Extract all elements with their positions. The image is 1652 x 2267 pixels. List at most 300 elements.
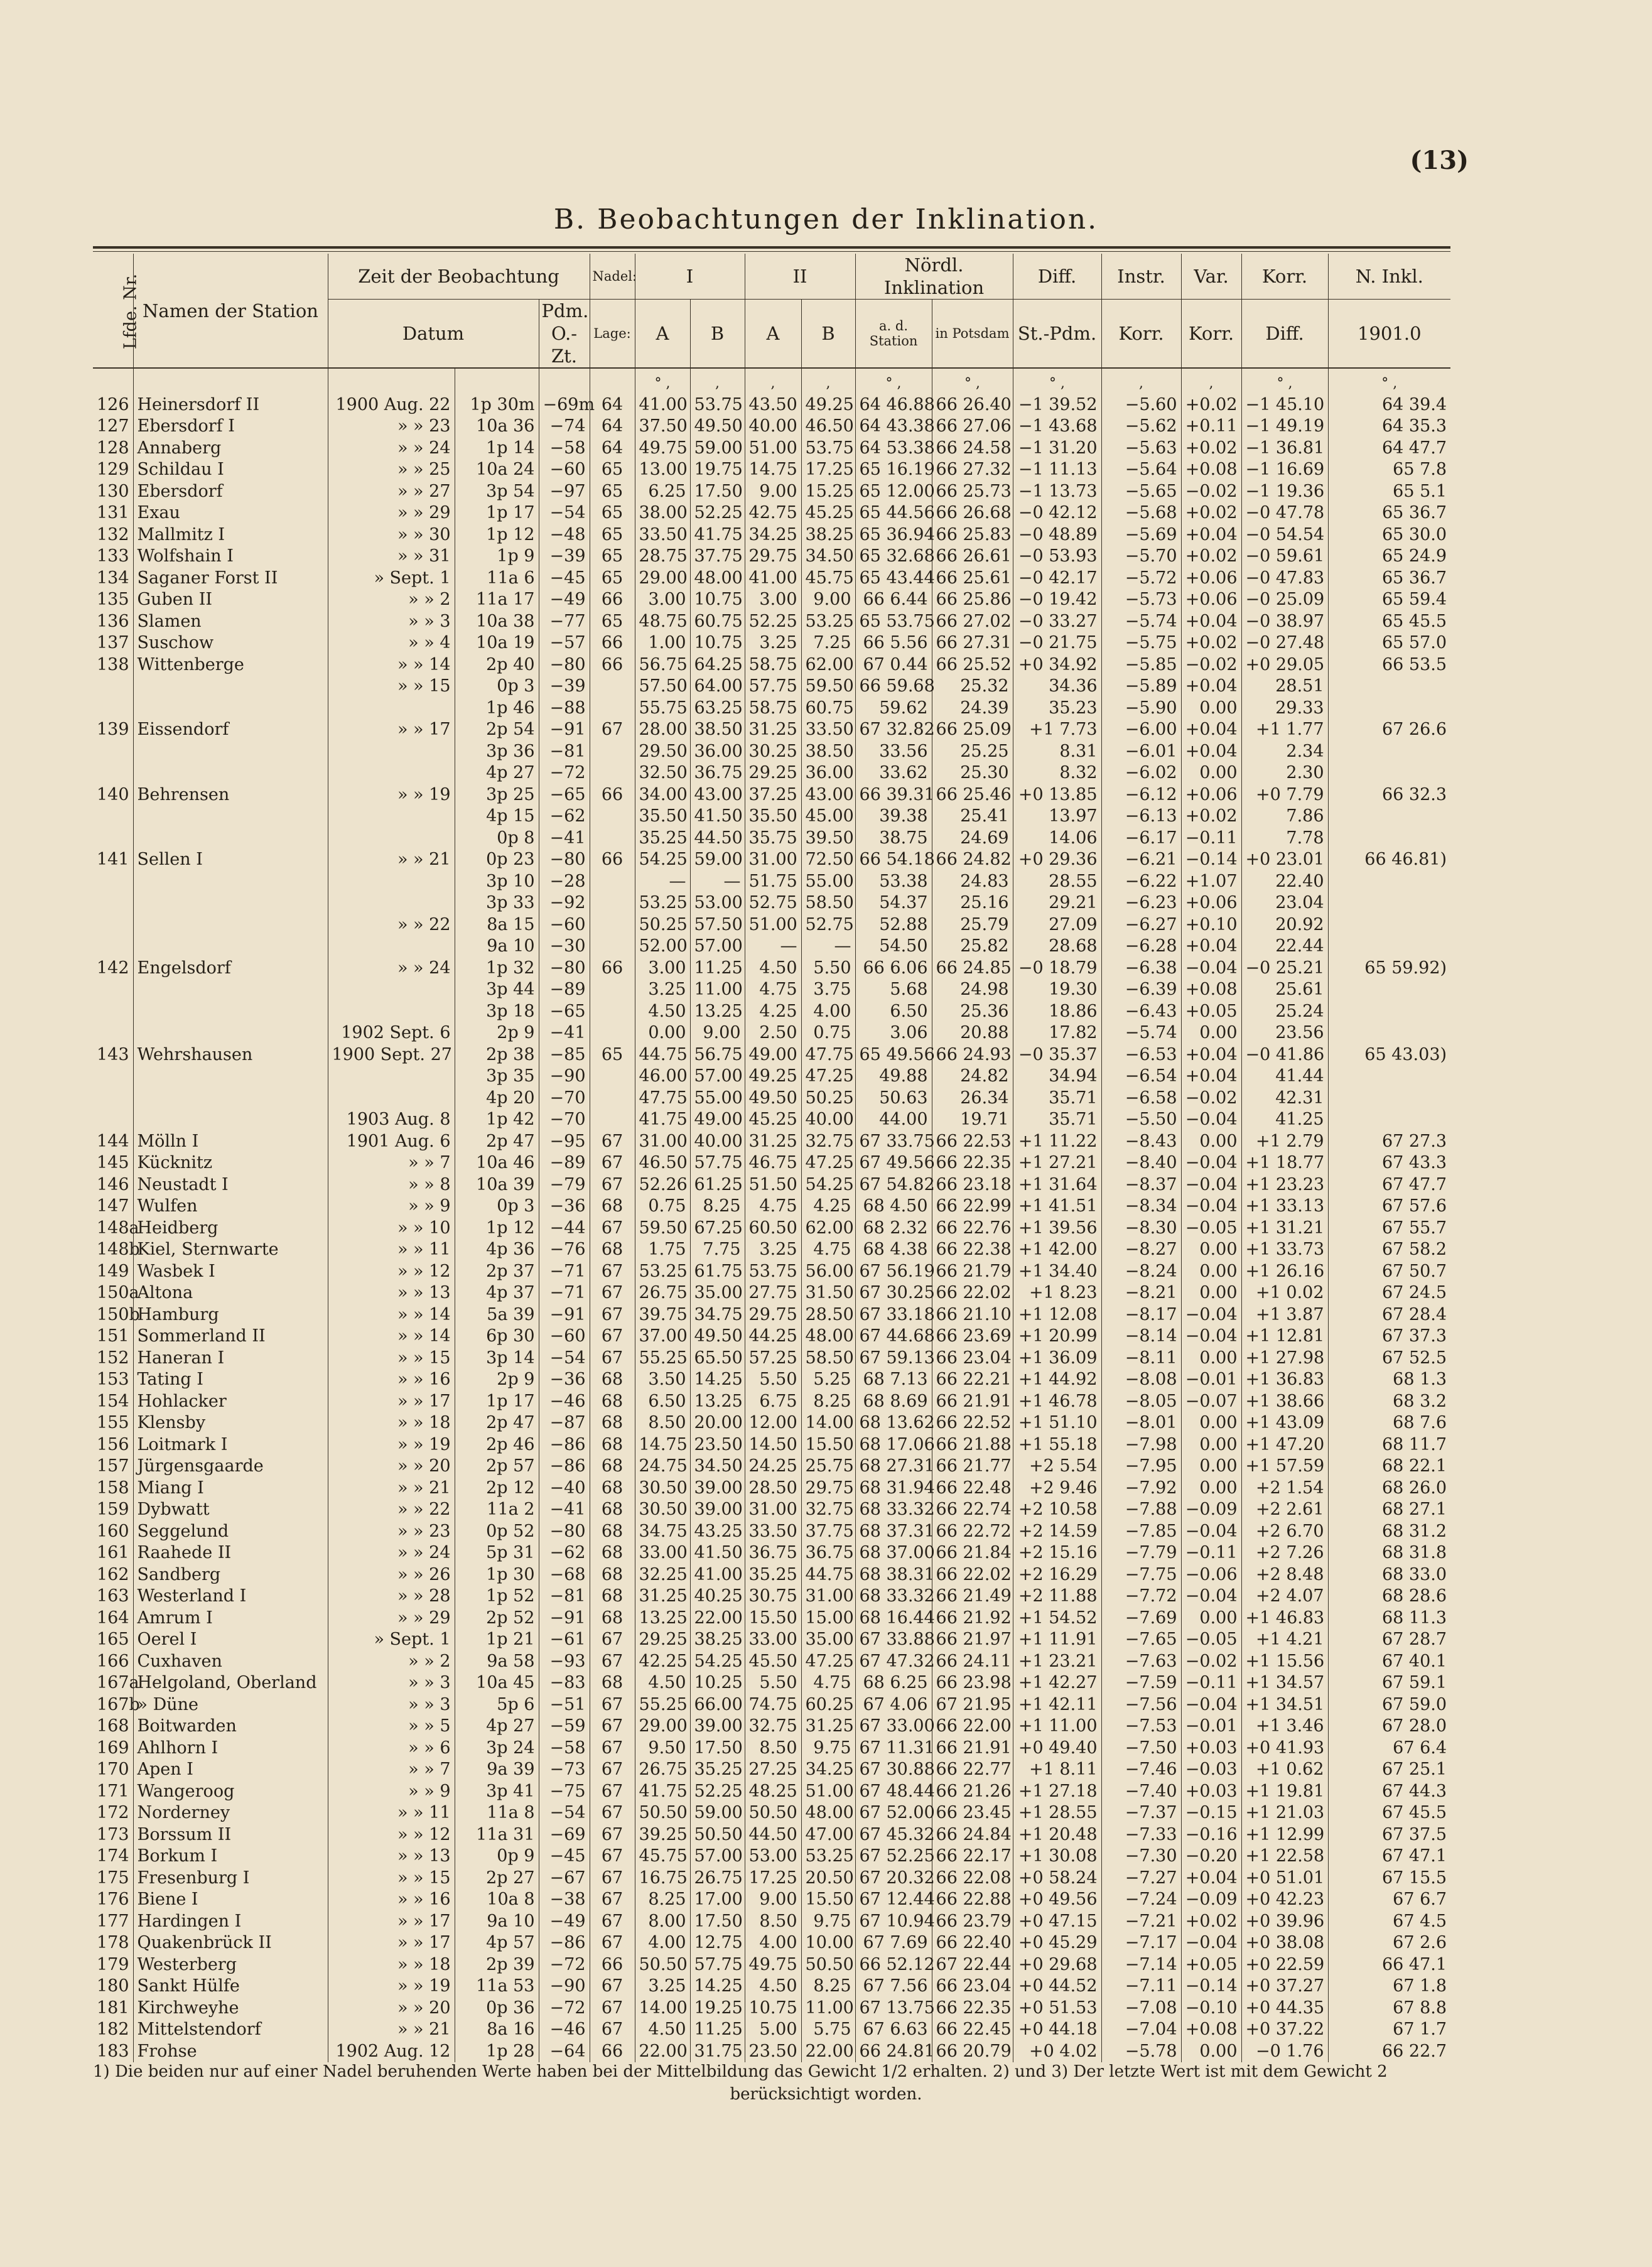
table-cell: 1p 12	[455, 1217, 539, 1239]
table-cell: Sommerland II	[133, 1326, 328, 1348]
table-cell: +2 16.29	[1013, 1564, 1101, 1586]
table-cell: −6.00	[1101, 719, 1181, 741]
table-cell: 2p 57	[455, 1456, 539, 1478]
table-cell: −5.73	[1101, 589, 1181, 611]
table-cell: Boitwarden	[133, 1716, 328, 1738]
table-cell: +1 23.23	[1241, 1174, 1328, 1196]
table-cell: −0.04	[1181, 1326, 1241, 1348]
table-cell: » » 19	[328, 1976, 455, 1998]
table-cell: −74	[539, 416, 590, 438]
table-cell: Cuxhaven	[133, 1650, 328, 1672]
table-cell: −1 19.36	[1241, 480, 1328, 502]
table-cell: −83	[539, 1672, 590, 1694]
table-cell: −1 13.73	[1013, 480, 1101, 502]
table-cell: 53.75	[801, 437, 855, 459]
table-cell: +0.06	[1181, 892, 1241, 914]
table-cell	[328, 740, 455, 762]
table-cell: 52.25	[745, 610, 801, 632]
table-cell: 4.50	[745, 957, 801, 979]
table-cell: 46.50	[635, 1152, 690, 1174]
table-cell: 53.25	[635, 892, 690, 914]
table-cell: » » 12	[328, 1260, 455, 1282]
table-cell	[328, 806, 455, 828]
table-cell: 67 26.6	[1381, 720, 1447, 739]
table-cell: 14.50	[745, 1434, 801, 1456]
table-cell: 64 35.3	[1381, 416, 1447, 436]
table-cell: −91	[539, 1607, 590, 1629]
table-cell: 167a	[93, 1672, 133, 1694]
table-cell: 60.75	[801, 697, 855, 719]
table-cell: −7.30	[1101, 1846, 1181, 1868]
table-cell: +0.02	[1181, 502, 1241, 524]
table-cell: +1 23.21	[1013, 1650, 1101, 1672]
table-cell: +1 20.99	[1013, 1326, 1101, 1348]
table-cell	[133, 762, 328, 784]
table-cell: −6.01	[1101, 740, 1181, 762]
table-cell: 3.25	[635, 979, 690, 1001]
table-row	[93, 1716, 1450, 1738]
table-cell: 143	[93, 1044, 133, 1066]
table-cell: −0.06	[1181, 1564, 1241, 1586]
table-cell: 3.06	[855, 1022, 932, 1044]
table-cell: 67 33.18	[855, 1304, 932, 1326]
table-cell: » » 24	[328, 1542, 455, 1564]
table-cell: −89	[539, 1152, 590, 1174]
table-cell: 65	[590, 480, 635, 502]
table-cell: 31.25	[745, 719, 801, 741]
table-cell: 0p 9	[455, 1846, 539, 1868]
table-cell: 3p 41	[455, 1780, 539, 1802]
table-cell: −7.21	[1101, 1910, 1181, 1932]
table-cell: 66 20.79	[932, 2040, 1013, 2062]
table-cell: 35.50	[745, 806, 801, 828]
table-cell: 142	[93, 957, 133, 979]
header-I: I	[635, 254, 745, 300]
table-row	[93, 1954, 1450, 1976]
table-cell: » » 20	[328, 1456, 455, 1478]
table-cell: 33.00	[745, 1629, 801, 1651]
table-cell	[93, 1022, 133, 1044]
table-cell: 39.00	[690, 1477, 745, 1499]
table-cell: +0.02	[1181, 1910, 1241, 1932]
table-cell: −0.02	[1181, 654, 1241, 676]
table-cell: 145	[93, 1152, 133, 1174]
table-cell: 150b	[93, 1304, 133, 1326]
table-cell: 68 27.31	[855, 1456, 932, 1478]
table-cell: 66 26.40	[932, 394, 1013, 416]
table-cell: +1 33.13	[1241, 1196, 1328, 1218]
table-cell: 8.50	[745, 1910, 801, 1932]
table-cell: 65	[590, 524, 635, 546]
table-cell: 37.00	[635, 1326, 690, 1348]
table-cell: 29.75	[745, 546, 801, 568]
table-cell: 67 1.7	[1393, 2020, 1447, 2039]
table-cell: 65 59.92)	[1364, 958, 1447, 978]
table-cell	[93, 870, 133, 892]
table-cell: −97	[539, 480, 590, 502]
table-cell: 7.25	[801, 632, 855, 654]
table-cell: 34.25	[801, 1759, 855, 1781]
table-cell: 66 53.5	[1381, 654, 1447, 674]
table-cell: 65 59.4	[1381, 590, 1447, 609]
table-cell: −7.46	[1101, 1759, 1181, 1781]
table-cell: 66 22.45	[932, 2019, 1013, 2041]
table-cell: 66 24.85	[932, 957, 1013, 979]
table-cell: 32.50	[635, 762, 690, 784]
table-cell: 66 22.02	[932, 1282, 1013, 1304]
table-cell: 67	[590, 1694, 635, 1716]
table-row	[93, 524, 1450, 546]
table-cell: 68 11.3	[1381, 1608, 1447, 1628]
table-cell: 1902 Sept. 6	[328, 1022, 455, 1044]
table-cell: −0.04	[1181, 1932, 1241, 1954]
table-cell: 46.50	[801, 416, 855, 438]
table-cell	[590, 870, 635, 892]
table-cell: +0.04	[1181, 740, 1241, 762]
table-cell: 3p 24	[455, 1737, 539, 1759]
table-cell: 67 37.3	[1381, 1326, 1447, 1346]
table-cell: 0p 3	[455, 1196, 539, 1218]
table-row	[93, 1737, 1450, 1759]
table-cell: 12.00	[745, 1412, 801, 1434]
table-cell: » » 12	[328, 1824, 455, 1846]
table-cell: 6.25	[635, 480, 690, 502]
table-cell: 47.25	[801, 1066, 855, 1088]
table-cell: 3.00	[635, 589, 690, 611]
table-cell: −7.33	[1101, 1824, 1181, 1846]
header-var: Var.	[1181, 254, 1241, 300]
table-cell: −91	[539, 719, 590, 741]
table-cell: 66 23.18	[932, 1174, 1013, 1196]
table-cell: +0 42.23	[1241, 1889, 1328, 1911]
table-cell: 0p 52	[455, 1520, 539, 1542]
table-cell	[590, 1066, 635, 1088]
table-cell: 49.00	[690, 1109, 745, 1131]
table-cell: 66 21.97	[932, 1629, 1013, 1651]
table-cell: Borssum II	[133, 1824, 328, 1846]
table-cell: 66 22.72	[932, 1520, 1013, 1542]
table-cell: 149	[93, 1260, 133, 1282]
table-cell: 3p 25	[455, 784, 539, 806]
table-cell: 5.00	[745, 2019, 801, 2041]
table-cell: 34.75	[690, 1304, 745, 1326]
table-cell: 3p 10	[455, 870, 539, 892]
table-row	[93, 1282, 1450, 1304]
table-cell: 38.00	[635, 502, 690, 524]
table-cell: 11a 8	[455, 1802, 539, 1824]
table-row	[93, 827, 1450, 849]
table-cell: 46.75	[745, 1152, 801, 1174]
table-cell: −8.17	[1101, 1304, 1181, 1326]
table-cell: 10.75	[745, 1997, 801, 2019]
header-I-B: B	[690, 300, 745, 369]
table-cell: −38	[539, 1889, 590, 1911]
table-cell: 41.00	[635, 394, 690, 416]
table-cell: −8.34	[1101, 1196, 1181, 1218]
table-cell: 66 23.79	[932, 1910, 1013, 1932]
table-cell: 20.00	[690, 1412, 745, 1434]
table-cell	[590, 936, 635, 958]
table-cell: +1 27.21	[1013, 1152, 1101, 1174]
table-cell: 51.50	[745, 1174, 801, 1196]
table-cell: +1 55.18	[1013, 1434, 1101, 1456]
table-cell: +1 41.51	[1013, 1196, 1101, 1218]
table-cell: 45.50	[745, 1650, 801, 1672]
table-cell: Dybwatt	[133, 1499, 328, 1521]
header-name: Namen der Station	[133, 254, 328, 368]
table-cell: 53.25	[635, 1260, 690, 1282]
table-cell: 20.50	[801, 1867, 855, 1889]
table-cell: 28.75	[635, 546, 690, 568]
table-cell: » » 16	[328, 1369, 455, 1391]
table-cell: +1 18.77	[1241, 1152, 1328, 1174]
table-cell: 15.50	[745, 1607, 801, 1629]
table-cell: Annaberg	[133, 437, 328, 459]
header-var-korr: Korr.	[1181, 300, 1241, 369]
table-cell: 9.00	[801, 589, 855, 611]
table-cell: 35.25	[690, 1759, 745, 1781]
table-cell: 56.75	[635, 654, 690, 676]
table-cell: 130	[93, 480, 133, 502]
table-cell: 23.04	[1241, 892, 1328, 914]
table-cell: +0 44.35	[1241, 1997, 1328, 2019]
table-cell: 24.69	[932, 827, 1013, 849]
table-cell: −0.04	[1181, 1586, 1241, 1608]
table-cell: −0 54.54	[1241, 524, 1328, 546]
table-cell: » Sept. 1	[328, 567, 455, 589]
table-cell: 13.25	[690, 1390, 745, 1412]
table-cell: 8a 15	[455, 914, 539, 936]
table-cell: 8.25	[801, 1390, 855, 1412]
table-cell: 40.25	[690, 1586, 745, 1608]
table-cell: 67	[590, 1780, 635, 1802]
table-cell	[93, 762, 133, 784]
table-cell: 62.00	[801, 654, 855, 676]
table-cell: +1 0.02	[1241, 1282, 1328, 1304]
table-cell: 66 26.68	[932, 502, 1013, 524]
table-cell: —	[801, 936, 855, 958]
table-cell: 65	[590, 459, 635, 481]
table-cell: 66 21.79	[932, 1260, 1013, 1282]
table-row	[93, 502, 1450, 524]
table-cell: +1 34.51	[1241, 1694, 1328, 1716]
table-cell	[93, 1066, 133, 1088]
table-cell: 74.75	[745, 1694, 801, 1716]
table-cell: +1 54.52	[1013, 1607, 1101, 1629]
table-cell: 35.50	[635, 806, 690, 828]
table-cell: 52.88	[855, 914, 932, 936]
table-cell: 39.25	[635, 1824, 690, 1846]
table-cell: 64 39.4	[1381, 394, 1447, 414]
table-cell: −7.65	[1101, 1629, 1181, 1651]
table-cell: 33.50	[801, 719, 855, 741]
table-cell: 26.75	[635, 1282, 690, 1304]
table-cell: 29.25	[635, 1629, 690, 1651]
table-cell: 51.00	[745, 914, 801, 936]
table-cell: 65 16.19	[855, 459, 932, 481]
table-cell: 171	[93, 1780, 133, 1802]
table-cell: +0 29.05	[1241, 654, 1328, 676]
table-cell: 65 53.75	[855, 610, 932, 632]
table-cell: 4.75	[745, 1196, 801, 1218]
table-cell: 67 15.5	[1381, 1868, 1447, 1888]
table-cell: 32.25	[635, 1564, 690, 1586]
table-row	[93, 654, 1450, 676]
table-cell: 66 27.02	[932, 610, 1013, 632]
table-cell: 66	[590, 632, 635, 654]
table-cell: +0 37.22	[1241, 2019, 1328, 2041]
table-cell: 66 21.84	[932, 1542, 1013, 1564]
table-cell: −8.24	[1101, 1260, 1181, 1282]
table-cell: Engelsdorf	[133, 957, 328, 979]
table-cell: −0 42.12	[1013, 502, 1101, 524]
table-row	[93, 740, 1450, 762]
table-cell: +0.05	[1181, 1000, 1241, 1022]
table-cell: » » 7	[328, 1759, 455, 1781]
table-cell: +0.02	[1181, 546, 1241, 568]
table-cell: 8a 16	[455, 2019, 539, 2041]
table-cell: 67	[590, 1326, 635, 1348]
table-row	[93, 1802, 1450, 1824]
table-cell: 31.25	[745, 1130, 801, 1152]
table-cell: 33.00	[635, 1542, 690, 1564]
table-cell: 67 28.7	[1381, 1630, 1447, 1649]
table-cell: 65 24.9	[1381, 546, 1447, 566]
table-cell: −46	[539, 1390, 590, 1412]
table-cell: 58.50	[801, 1347, 855, 1369]
table-cell: 66 24.11	[932, 1650, 1013, 1672]
table-cell: 133	[93, 546, 133, 568]
table-cell: −6.39	[1101, 979, 1181, 1001]
table-cell	[93, 806, 133, 828]
table-cell: −91	[539, 1304, 590, 1326]
table-cell: +0.08	[1181, 459, 1241, 481]
table-cell: 8.25	[801, 1976, 855, 1998]
unit-cell	[133, 368, 328, 394]
table-cell: +0 22.59	[1241, 1954, 1328, 1976]
table-cell: 1901 Aug. 6	[328, 1130, 455, 1152]
table-cell: 151	[93, 1326, 133, 1348]
table-cell	[93, 892, 133, 914]
table-cell: +0 41.93	[1241, 1737, 1328, 1759]
table-cell: −6.21	[1101, 849, 1181, 871]
table-cell	[328, 1066, 455, 1088]
table-cell: » » 11	[328, 1239, 455, 1261]
table-cell: +2 8.48	[1241, 1564, 1328, 1586]
table-cell: 66 26.61	[932, 546, 1013, 568]
table-cell: 2p 40	[455, 654, 539, 676]
table-cell: » » 21	[328, 849, 455, 871]
table-cell: 10a 45	[455, 1672, 539, 1694]
table-cell: +1 38.66	[1241, 1390, 1328, 1412]
table-cell: 64	[590, 394, 635, 416]
table-row	[93, 1607, 1450, 1629]
table-cell: Biene I	[133, 1889, 328, 1911]
table-cell: +1 28.55	[1013, 1802, 1101, 1824]
table-cell: −0.04	[1181, 1174, 1241, 1196]
table-cell: −40	[539, 1477, 590, 1499]
table-cell: −0.04	[1181, 957, 1241, 979]
table-row	[93, 914, 1450, 936]
table-row	[93, 1586, 1450, 1608]
table-cell: −0 47.83	[1241, 567, 1328, 589]
table-cell: 66 25.73	[932, 480, 1013, 502]
table-cell: 4.50	[635, 1000, 690, 1022]
table-cell: 68	[590, 1369, 635, 1391]
table-cell: +1 12.99	[1241, 1824, 1328, 1846]
table-cell: −0.02	[1181, 1087, 1241, 1109]
table-cell: 50.50	[745, 1802, 801, 1824]
table-cell: 22.00	[801, 2040, 855, 2062]
table-cell: 52.25	[690, 502, 745, 524]
table-cell: −1 45.10	[1241, 394, 1328, 416]
table-cell: 3.25	[635, 1976, 690, 1998]
header-ninkl-year: 1901.0	[1358, 323, 1422, 344]
table-cell: −0 53.93	[1013, 546, 1101, 568]
table-cell: 66 6.06	[855, 957, 932, 979]
table-cell	[1328, 1000, 1450, 1022]
table-cell: 68 37.00	[855, 1542, 932, 1564]
table-cell: 15.25	[801, 480, 855, 502]
table-row	[93, 1239, 1450, 1261]
table-cell: 37.75	[690, 546, 745, 568]
table-cell: 8.25	[690, 1196, 745, 1218]
table-cell: −80	[539, 654, 590, 676]
table-cell: 51.75	[745, 870, 801, 892]
table-cell: 17.25	[745, 1867, 801, 1889]
table-cell: 67	[590, 2019, 635, 2041]
table-cell: 3p 36	[455, 740, 539, 762]
table-cell: 58.75	[745, 654, 801, 676]
table-cell: 66 27.06	[932, 416, 1013, 438]
table-cell: 1.75	[635, 1239, 690, 1261]
table-cell: » » 24	[328, 437, 455, 459]
table-cell: −0.14	[1181, 1976, 1241, 1998]
table-cell: 66 22.02	[932, 1564, 1013, 1586]
table-cell: 43.50	[745, 394, 801, 416]
table-cell: 38.50	[801, 740, 855, 762]
table-cell: 57.00	[690, 1066, 745, 1088]
table-cell: −5.62	[1101, 416, 1181, 438]
table-cell: 14.25	[690, 1369, 745, 1391]
table-cell: 9a 58	[455, 1650, 539, 1672]
table-cell: 44.00	[855, 1109, 932, 1131]
table-cell: 61.75	[690, 1260, 745, 1282]
table-cell: 24.83	[932, 870, 1013, 892]
table-cell: 41.00	[745, 567, 801, 589]
table-cell: −93	[539, 1650, 590, 1672]
table-cell: 67	[590, 1130, 635, 1152]
table-row	[93, 697, 1450, 719]
table-row	[93, 1910, 1450, 1932]
table-cell: 59.50	[635, 1217, 690, 1239]
table-cell: 54.50	[855, 936, 932, 958]
table-cell: 15.50	[801, 1889, 855, 1911]
table-cell: 28.00	[635, 719, 690, 741]
table-cell: 67 1.8	[1393, 1976, 1447, 1996]
table-cell: 67 11.31	[855, 1737, 932, 1759]
table-cell: 5p 6	[455, 1694, 539, 1716]
table-cell: 66 46.81)	[1364, 850, 1447, 869]
table-row	[93, 1932, 1450, 1954]
table-cell: 9.50	[635, 1737, 690, 1759]
table-cell: −8.21	[1101, 1282, 1181, 1304]
table-cell: 67	[590, 1650, 635, 1672]
table-cell: 4p 20	[455, 1087, 539, 1109]
table-cell: 38.25	[690, 1629, 745, 1651]
table-cell: −5.60	[1101, 394, 1181, 416]
table-cell: 4p 15	[455, 806, 539, 828]
